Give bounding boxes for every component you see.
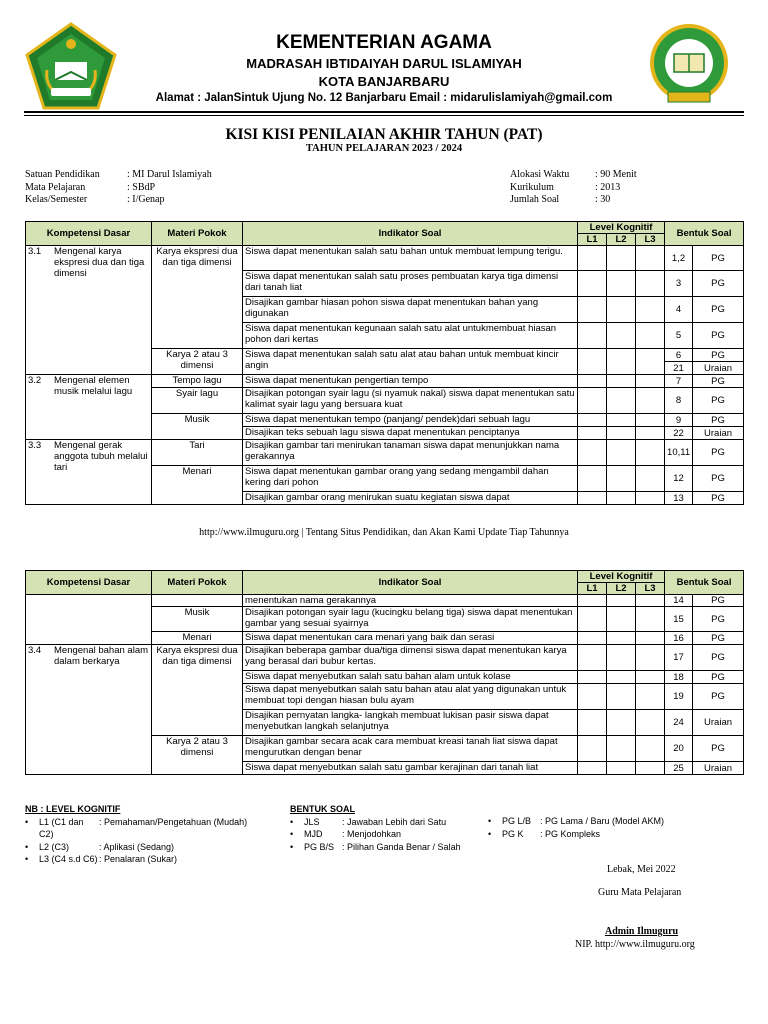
- table-row: [26, 645, 744, 671]
- soal-number: 6: [665, 349, 693, 362]
- legend-desc: : Aplikasi (Sedang): [99, 841, 175, 852]
- kd-text: Mengenal elemen musik melalui lagu: [54, 375, 133, 397]
- meta-left: [25, 169, 212, 207]
- bentuk-soal: PG: [693, 466, 744, 492]
- legend-level-kognitif: [25, 803, 247, 866]
- header-divider: [24, 111, 744, 113]
- legend-bentuk-soal-2: [488, 815, 664, 840]
- signature-nip: NIP. http://www.ilmuguru.org: [575, 939, 695, 950]
- kd-text: Mengenal gerak anggota tubuh melalui tari: [54, 440, 148, 473]
- signature-role: Guru Mata Pelajaran: [598, 887, 682, 898]
- indikator-cell: Disajikan potongan syair lagu (si nyamuk nakal) siswa dapat menentukan satu kalimat syair lagu yang bersuara kuat: [243, 388, 578, 414]
- indikator-cell: Siswa dapat menentukan kegunaan salah satu alat untukmembuat hiasan pohon dari kertas: [243, 323, 578, 349]
- col-indikator-header: Indikator Soal: [243, 571, 578, 595]
- col-level-header: Level Kognitif: [578, 571, 665, 583]
- legend-code: L3 (C4 s.d C6): [39, 854, 98, 864]
- indikator-cell: Disajikan potongan syair lagu (kucingku belang tiga) siswa dapat menentukan gambar yang sesuai syairnya: [243, 607, 578, 632]
- kd-number: 3.3: [28, 440, 42, 451]
- signature-name: Admin Ilmuguru: [605, 926, 679, 937]
- soal-number: 20: [665, 736, 693, 762]
- meta-value: : 30: [595, 194, 611, 205]
- bentuk-soal: PG: [693, 246, 744, 271]
- soal-number: 5: [665, 323, 693, 349]
- meta-label: Satuan Pendidikan: [25, 169, 100, 180]
- materi-cell: Karya ekspresi dua dan tiga dimensi: [152, 246, 243, 349]
- soal-number: 13: [665, 492, 693, 505]
- soal-number: 12: [665, 466, 693, 492]
- kd-cell: [26, 375, 152, 440]
- soal-number: 24: [665, 710, 693, 736]
- legend-heading: NB : LEVEL KOGNITIF: [25, 804, 121, 814]
- bentuk-soal: PG: [693, 297, 744, 323]
- col-materi-header: Materi Pokok: [152, 222, 243, 246]
- bentuk-soal: PG: [693, 271, 744, 297]
- school-address: Alamat : JalanSintuk Ujung No. 12 Banjarbaru Email : midarulislamiyah@gmail.com: [155, 92, 613, 104]
- indikator-cell: menentukan nama gerakannya: [243, 595, 578, 607]
- legend-desc: : PG Lama / Baru (Model AKM): [540, 816, 665, 826]
- col-bentuk-header: Bentuk Soal: [665, 222, 744, 246]
- indikator-cell: Siswa dapat menentukan gambar orang yang sedang mengambil dahan kering dari pohon: [243, 466, 578, 492]
- legend-bentuk-soal: [290, 803, 461, 853]
- bullet-icon: •: [25, 816, 29, 827]
- indikator-cell: Disajikan gambar orang menirukan suatu kegiatan siswa dapat: [243, 492, 578, 505]
- col-l2-header: L2: [607, 234, 636, 246]
- soal-number: 19: [665, 684, 693, 710]
- indikator-cell: Disajikan teks sebuah lagu siswa dapat menentukan penciptanya: [243, 427, 578, 440]
- col-l1-header: L1: [578, 583, 607, 595]
- kd-cell: [26, 246, 152, 375]
- bullet-icon: •: [488, 828, 492, 839]
- legend-desc: : Menjodohkan: [342, 829, 402, 839]
- kd-number: 3.1: [28, 246, 42, 257]
- soal-number: 10,11: [665, 440, 693, 466]
- bullet-icon: •: [25, 841, 29, 852]
- kisi-table-1: [25, 221, 744, 505]
- bentuk-soal: PG: [693, 645, 744, 671]
- bentuk-soal: PG: [693, 349, 744, 362]
- meta-value: : 90 Menit: [595, 169, 637, 180]
- document-title: KISI KISI PENILAIAN AKHIR TAHUN (PAT): [225, 126, 543, 143]
- legend-desc: : Pilihan Ganda Benar / Salah: [342, 841, 461, 852]
- legend-desc: : Jawaban Lebih dari Satu: [342, 816, 447, 827]
- soal-number: 8: [665, 388, 693, 414]
- document-subtitle: TAHUN PELAJARAN 2023 / 2024: [305, 143, 463, 154]
- soal-number: 25: [665, 762, 693, 775]
- soal-number: 21: [665, 362, 693, 375]
- bentuk-soal: PG: [693, 414, 744, 427]
- school-name: MADRASAH IBTIDAIYAH DARUL ISLAMIYAH: [246, 56, 522, 71]
- meta-label: Alokasi Waktu: [510, 169, 570, 180]
- col-bentuk-header: Bentuk Soal: [665, 571, 744, 595]
- meta-label: Mata Pelajaran: [25, 181, 86, 193]
- indikator-cell: Siswa dapat menentukan cara menari yang baik dan serasi: [243, 632, 578, 645]
- kd-text: Mengenal bahan alam dalam berkarya: [54, 645, 149, 667]
- table-row: [26, 375, 744, 388]
- indikator-cell: Siswa dapat menentukan salah satu bahan untuk membuat lempung terigu.: [243, 246, 578, 271]
- bullet-icon: •: [290, 816, 294, 827]
- soal-number: 14: [665, 595, 693, 607]
- indikator-cell: Disajikan pernyatan langka- langkah membuat lukisan pasir siswa dapat menyebutkan langkah selanjutnya: [243, 710, 578, 736]
- bentuk-soal: Uraian: [693, 710, 744, 736]
- kd-cell: [26, 645, 152, 775]
- bentuk-soal: PG: [693, 595, 744, 607]
- indikator-cell: Disajikan gambar secara acak cara membuat kreasi tanah liat siswa dapat mengurutkan dengan benar: [243, 736, 578, 762]
- soal-number: 9: [665, 414, 693, 427]
- indikator-cell: Siswa dapat menyebutkan salah satu gambar kerajinan dari tanah liat: [243, 762, 578, 775]
- kd-text: Mengenal karya ekspresi dua dan tiga dimensi: [54, 246, 145, 279]
- meta-value: : 2013: [595, 181, 621, 193]
- meta-label: Kurikulum: [510, 181, 554, 193]
- materi-cell: Menari: [152, 466, 243, 505]
- materi-cell: Tempo lagu: [152, 375, 243, 388]
- materi-cell: Karya 2 atau 3 dimensi: [152, 349, 243, 375]
- bentuk-soal: Uraian: [693, 362, 744, 375]
- indikator-cell: Siswa dapat menyebutkan salah satu bahan atau alat yang digunakan untuk membuat topi dengan hiasan bulu ayam: [243, 684, 578, 710]
- indikator-cell: Siswa dapat menentukan pengertian tempo: [243, 375, 578, 388]
- header-divider-thin: [24, 115, 744, 116]
- legend-code: MJD: [304, 829, 323, 839]
- bentuk-soal: PG: [693, 684, 744, 710]
- soal-number: 4: [665, 297, 693, 323]
- indikator-cell: Siswa dapat menentukan salah satu proses pembuatan karya tiga dimensi dari tanah liat: [243, 271, 578, 297]
- bentuk-soal: Uraian: [693, 427, 744, 440]
- city-name: KOTA BANJARBARU: [318, 74, 450, 89]
- meta-value: : I/Genap: [127, 194, 165, 205]
- bullet-icon: •: [290, 829, 294, 839]
- bentuk-soal: PG: [693, 440, 744, 466]
- materi-cell: Musik: [152, 607, 243, 632]
- soal-number: 16: [665, 632, 693, 645]
- legend-desc: : Pemahaman/Pengetahuan (Mudah): [99, 816, 248, 827]
- letterhead: [0, 0, 768, 115]
- legend-code: PG L/B: [502, 816, 532, 826]
- bentuk-soal: PG: [693, 492, 744, 505]
- soal-number: 3: [665, 271, 693, 297]
- col-kd-header: Kompetensi Dasar: [26, 571, 152, 595]
- legend-heading: BENTUK SOAL: [290, 804, 355, 814]
- page-footer-link[interactable]: http://www.ilmuguru.org | Tentang Situs Pendidikan, dan Akan Kami Update Tiap Tahunnya: [199, 527, 569, 538]
- materi-cell: Musik: [152, 414, 243, 440]
- soal-number: 15: [665, 607, 693, 632]
- indikator-cell: Disajikan beberapa gambar dua/tiga dimensi siswa dapat menentukan karya yang berasal dari bubur kertas.: [243, 645, 578, 671]
- legend-desc: : Penalaran (Sukar): [99, 854, 178, 864]
- meta-right: [510, 169, 637, 207]
- bentuk-soal: PG: [693, 736, 744, 762]
- table-row: [26, 246, 744, 271]
- bentuk-soal: PG: [693, 388, 744, 414]
- table-row: [26, 440, 744, 466]
- col-l3-header: L3: [636, 234, 665, 246]
- col-materi-header: Materi Pokok: [152, 571, 243, 595]
- materi-cell: Karya 2 atau 3 dimensi: [152, 736, 243, 775]
- materi-cell: Karya ekspresi dua dan tiga dimensi: [152, 645, 243, 736]
- kd-cell: [26, 440, 152, 505]
- kd-number: 3.2: [28, 375, 42, 386]
- bentuk-soal: PG: [693, 607, 744, 632]
- legend-desc: : PG Kompleks: [540, 828, 601, 839]
- indikator-cell: Siswa dapat menyebutkan salah satu bahan alam untuk kolase: [243, 671, 578, 684]
- bullet-icon: •: [488, 816, 492, 826]
- bentuk-soal: PG: [693, 323, 744, 349]
- ministry-name: KEMENTERIAN AGAMA: [276, 32, 492, 53]
- bullet-icon: •: [25, 854, 29, 864]
- bullet-icon: •: [290, 841, 294, 852]
- col-indikator-header: Indikator Soal: [243, 222, 578, 246]
- materi-cell: Menari: [152, 632, 243, 645]
- kd-number: 3.4: [28, 645, 42, 656]
- col-kd-header: Kompetensi Dasar: [26, 222, 152, 246]
- materi-cell: [152, 595, 243, 607]
- materi-cell: Tari: [152, 440, 243, 466]
- bentuk-soal: Uraian: [693, 762, 744, 775]
- kd-cell-continued: [26, 595, 152, 645]
- legend-code: PG B/S: [304, 841, 335, 852]
- legend-code: PG K: [502, 828, 524, 839]
- signature-place-date: Lebak, Mei 2022: [607, 864, 676, 875]
- soal-number: 22: [665, 427, 693, 440]
- materi-cell: Syair lagu: [152, 388, 243, 414]
- meta-label: Kelas/Semester: [25, 194, 88, 205]
- col-l3-header: L3: [636, 583, 665, 595]
- col-level-header: Level Kognitif: [578, 222, 665, 234]
- table-row: [26, 595, 744, 607]
- col-l1-header: L1: [578, 234, 607, 246]
- meta-value: : MI Darul Islamiyah: [127, 169, 212, 180]
- soal-number: 18: [665, 671, 693, 684]
- indikator-cell: Disajikan gambar hiasan pohon siswa dapat menentukan bahan yang digunakan: [243, 297, 578, 323]
- meta-label: Jumlah Soal: [510, 194, 560, 205]
- legend-code: L1 (C1 dan C2): [39, 816, 84, 839]
- indikator-cell: Siswa dapat menentukan tempo (panjang/ pendek)dari sebuah lagu: [243, 414, 578, 427]
- bentuk-soal: PG: [693, 375, 744, 388]
- kisi-table-2: [25, 570, 744, 775]
- legend-code: L2 (C3): [39, 841, 70, 852]
- bentuk-soal: PG: [693, 671, 744, 684]
- bentuk-soal: PG: [693, 632, 744, 645]
- meta-value: : SBdP: [127, 181, 156, 193]
- col-l2-header: L2: [607, 583, 636, 595]
- indikator-cell: Siswa dapat menentukan salah satu alat atau bahan untuk membuat kincir angin: [243, 349, 578, 375]
- indikator-cell: Disajikan gambar tari menirukan tanaman siswa dapat menunjukkan nama gerakannya: [243, 440, 578, 466]
- soal-number: 1,2: [665, 246, 693, 271]
- soal-number: 7: [665, 375, 693, 388]
- legend-code: JLS: [304, 816, 320, 827]
- soal-number: 17: [665, 645, 693, 671]
